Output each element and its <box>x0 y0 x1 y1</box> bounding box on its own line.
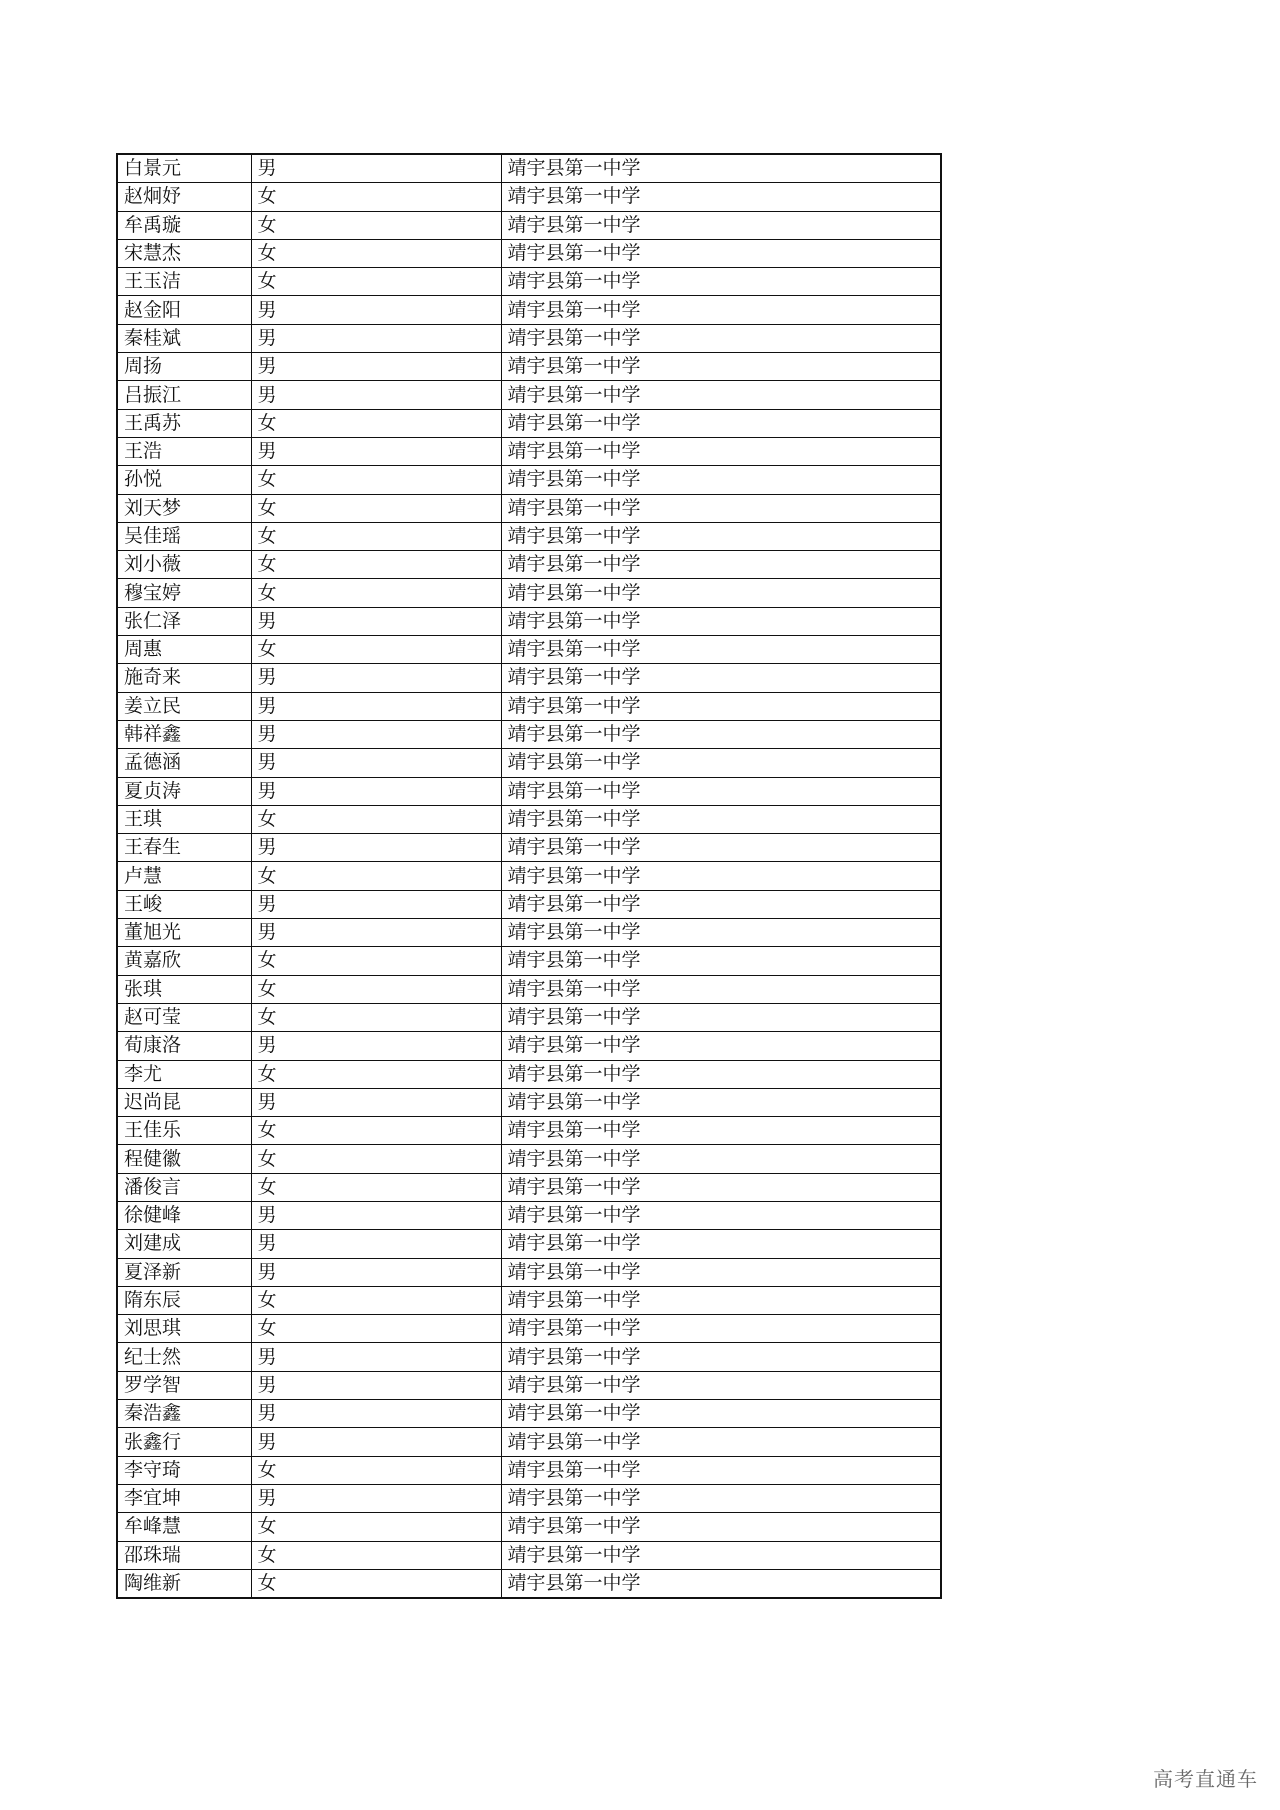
table-row <box>117 1456 941 1484</box>
student-name-cell: 程健徽 <box>117 1145 251 1173</box>
table-row <box>117 437 941 465</box>
table-row <box>117 1315 941 1343</box>
school-cell: 靖宇县第一中学 <box>501 1400 941 1428</box>
table-row <box>117 1117 941 1145</box>
gender-cell: 男 <box>251 296 501 324</box>
school-cell: 靖宇县第一中学 <box>501 834 941 862</box>
school-cell: 靖宇县第一中学 <box>501 1258 941 1286</box>
school-cell: 靖宇县第一中学 <box>501 466 941 494</box>
student-name-cell: 纪士然 <box>117 1343 251 1371</box>
school-cell: 靖宇县第一中学 <box>501 1343 941 1371</box>
table-row <box>117 1569 941 1598</box>
school-cell: 靖宇县第一中学 <box>501 805 941 833</box>
school-cell: 靖宇县第一中学 <box>501 1315 941 1343</box>
student-name-cell: 徐健峰 <box>117 1201 251 1229</box>
gender-cell: 男 <box>251 664 501 692</box>
gender-cell: 男 <box>251 777 501 805</box>
school-cell: 靖宇县第一中学 <box>501 1201 941 1229</box>
school-cell: 靖宇县第一中学 <box>501 268 941 296</box>
gender-cell: 女 <box>251 805 501 833</box>
gender-cell: 男 <box>251 890 501 918</box>
gender-cell: 男 <box>251 1201 501 1229</box>
student-name-cell: 施奇来 <box>117 664 251 692</box>
school-cell: 靖宇县第一中学 <box>501 636 941 664</box>
gender-cell: 女 <box>251 211 501 239</box>
school-cell: 靖宇县第一中学 <box>501 1569 941 1598</box>
school-cell: 靖宇县第一中学 <box>501 749 941 777</box>
table-row <box>117 268 941 296</box>
student-name-cell: 罗学智 <box>117 1371 251 1399</box>
gender-cell: 女 <box>251 409 501 437</box>
table-row <box>117 1145 941 1173</box>
school-cell: 靖宇县第一中学 <box>501 890 941 918</box>
gender-cell: 男 <box>251 1371 501 1399</box>
gender-cell: 女 <box>251 551 501 579</box>
school-cell: 靖宇县第一中学 <box>501 1088 941 1116</box>
school-cell: 靖宇县第一中学 <box>501 494 941 522</box>
student-name-cell: 牟峰慧 <box>117 1513 251 1541</box>
school-cell: 靖宇县第一中学 <box>501 1032 941 1060</box>
gender-cell: 男 <box>251 1400 501 1428</box>
table-row <box>117 466 941 494</box>
student-name-cell: 邵珠瑞 <box>117 1541 251 1569</box>
table-row <box>117 777 941 805</box>
school-cell: 靖宇县第一中学 <box>501 1003 941 1031</box>
gender-cell: 男 <box>251 1258 501 1286</box>
gender-cell: 女 <box>251 466 501 494</box>
school-cell: 靖宇县第一中学 <box>501 353 941 381</box>
table-row <box>117 975 941 1003</box>
school-cell: 靖宇县第一中学 <box>501 551 941 579</box>
gender-cell: 女 <box>251 1315 501 1343</box>
gender-cell: 女 <box>251 975 501 1003</box>
school-cell: 靖宇县第一中学 <box>501 862 941 890</box>
table-row <box>117 749 941 777</box>
table-row <box>117 1343 941 1371</box>
student-name-cell: 黄嘉欣 <box>117 947 251 975</box>
student-name-cell: 潘俊言 <box>117 1173 251 1201</box>
student-name-cell: 李尤 <box>117 1060 251 1088</box>
student-name-cell: 李守琦 <box>117 1456 251 1484</box>
student-name-cell: 牟禹璇 <box>117 211 251 239</box>
student-name-cell: 王春生 <box>117 834 251 862</box>
gender-cell: 男 <box>251 749 501 777</box>
school-cell: 靖宇县第一中学 <box>501 975 941 1003</box>
school-cell: 靖宇县第一中学 <box>501 409 941 437</box>
student-name-cell: 张仁泽 <box>117 607 251 635</box>
gender-cell: 女 <box>251 636 501 664</box>
table-row <box>117 1201 941 1229</box>
gender-cell: 男 <box>251 692 501 720</box>
student-name-cell: 王浩 <box>117 437 251 465</box>
student-list-table <box>116 153 942 1599</box>
table-row <box>117 353 941 381</box>
gender-cell: 女 <box>251 1456 501 1484</box>
table-row <box>117 692 941 720</box>
table-row <box>117 607 941 635</box>
table-row <box>117 834 941 862</box>
table-row <box>117 494 941 522</box>
gender-cell: 男 <box>251 154 501 183</box>
gender-cell: 男 <box>251 324 501 352</box>
table-row <box>117 1541 941 1569</box>
student-name-cell: 隋东辰 <box>117 1286 251 1314</box>
school-cell: 靖宇县第一中学 <box>501 607 941 635</box>
student-name-cell: 王峻 <box>117 890 251 918</box>
gender-cell: 女 <box>251 1003 501 1031</box>
table-row <box>117 720 941 748</box>
student-name-cell: 夏泽新 <box>117 1258 251 1286</box>
gender-cell: 男 <box>251 720 501 748</box>
student-name-cell: 秦桂斌 <box>117 324 251 352</box>
school-cell: 靖宇县第一中学 <box>501 211 941 239</box>
school-cell: 靖宇县第一中学 <box>501 1117 941 1145</box>
table-row <box>117 664 941 692</box>
table-row <box>117 381 941 409</box>
school-cell: 靖宇县第一中学 <box>501 919 941 947</box>
school-cell: 靖宇县第一中学 <box>501 579 941 607</box>
gender-cell: 女 <box>251 1513 501 1541</box>
gender-cell: 男 <box>251 381 501 409</box>
student-name-cell: 刘天梦 <box>117 494 251 522</box>
student-name-cell: 周扬 <box>117 353 251 381</box>
student-name-cell: 孟德涵 <box>117 749 251 777</box>
school-cell: 靖宇县第一中学 <box>501 1371 941 1399</box>
student-name-cell: 周惠 <box>117 636 251 664</box>
table-row <box>117 1258 941 1286</box>
table-row <box>117 919 941 947</box>
gender-cell: 女 <box>251 1060 501 1088</box>
student-name-cell: 宋慧杰 <box>117 239 251 267</box>
school-cell: 靖宇县第一中学 <box>501 1513 941 1541</box>
student-name-cell: 卢慧 <box>117 862 251 890</box>
school-cell: 靖宇县第一中学 <box>501 947 941 975</box>
table-row <box>117 551 941 579</box>
student-name-cell: 王玉洁 <box>117 268 251 296</box>
table-row <box>117 862 941 890</box>
student-name-cell: 韩祥鑫 <box>117 720 251 748</box>
student-name-cell: 赵金阳 <box>117 296 251 324</box>
gender-cell: 男 <box>251 1428 501 1456</box>
student-name-cell: 刘建成 <box>117 1230 251 1258</box>
school-cell: 靖宇县第一中学 <box>501 154 941 183</box>
student-name-cell: 迟尚昆 <box>117 1088 251 1116</box>
table-row <box>117 1088 941 1116</box>
table-row <box>117 1286 941 1314</box>
school-cell: 靖宇县第一中学 <box>501 239 941 267</box>
student-name-cell: 吕振江 <box>117 381 251 409</box>
table-row <box>117 324 941 352</box>
table-row <box>117 947 941 975</box>
school-cell: 靖宇县第一中学 <box>501 1428 941 1456</box>
gender-cell: 男 <box>251 1343 501 1371</box>
table-row <box>117 579 941 607</box>
table-row <box>117 1173 941 1201</box>
gender-cell: 男 <box>251 1230 501 1258</box>
student-name-cell: 王佳乐 <box>117 1117 251 1145</box>
table-row <box>117 239 941 267</box>
school-cell: 靖宇县第一中学 <box>501 777 941 805</box>
gender-cell: 女 <box>251 1173 501 1201</box>
gender-cell: 男 <box>251 353 501 381</box>
school-cell: 靖宇县第一中学 <box>501 296 941 324</box>
student-name-cell: 秦浩鑫 <box>117 1400 251 1428</box>
table-row <box>117 1513 941 1541</box>
student-name-cell: 吴佳瑶 <box>117 522 251 550</box>
student-name-cell: 刘思琪 <box>117 1315 251 1343</box>
student-name-cell: 陶维新 <box>117 1569 251 1598</box>
student-name-cell: 赵可莹 <box>117 1003 251 1031</box>
table-row <box>117 211 941 239</box>
table-row <box>117 1032 941 1060</box>
gender-cell: 男 <box>251 1032 501 1060</box>
school-cell: 靖宇县第一中学 <box>501 1173 941 1201</box>
gender-cell: 女 <box>251 947 501 975</box>
school-cell: 靖宇县第一中学 <box>501 1456 941 1484</box>
student-name-cell: 赵炯妤 <box>117 183 251 211</box>
table-row <box>117 1003 941 1031</box>
table-row <box>117 636 941 664</box>
school-cell: 靖宇县第一中学 <box>501 692 941 720</box>
school-cell: 靖宇县第一中学 <box>501 1145 941 1173</box>
student-list-body <box>117 154 941 1598</box>
gender-cell: 女 <box>251 1569 501 1598</box>
table-row <box>117 1371 941 1399</box>
school-cell: 靖宇县第一中学 <box>501 1541 941 1569</box>
gender-cell: 男 <box>251 919 501 947</box>
table-row <box>117 522 941 550</box>
student-name-cell: 李宜坤 <box>117 1484 251 1512</box>
student-name-cell: 董旭光 <box>117 919 251 947</box>
table-row <box>117 1230 941 1258</box>
gender-cell: 女 <box>251 522 501 550</box>
student-name-cell: 刘小薇 <box>117 551 251 579</box>
table-row <box>117 409 941 437</box>
student-name-cell: 王禹苏 <box>117 409 251 437</box>
gender-cell: 女 <box>251 1541 501 1569</box>
school-cell: 靖宇县第一中学 <box>501 324 941 352</box>
table-row <box>117 890 941 918</box>
student-name-cell: 白景元 <box>117 154 251 183</box>
school-cell: 靖宇县第一中学 <box>501 437 941 465</box>
gender-cell: 男 <box>251 1484 501 1512</box>
student-name-cell: 张琪 <box>117 975 251 1003</box>
gender-cell: 男 <box>251 607 501 635</box>
table-row <box>117 1428 941 1456</box>
gender-cell: 女 <box>251 268 501 296</box>
gender-cell: 女 <box>251 494 501 522</box>
table-row <box>117 1484 941 1512</box>
student-name-cell: 孙悦 <box>117 466 251 494</box>
school-cell: 靖宇县第一中学 <box>501 1484 941 1512</box>
school-cell: 靖宇县第一中学 <box>501 1230 941 1258</box>
table-row <box>117 296 941 324</box>
table-row <box>117 183 941 211</box>
school-cell: 靖宇县第一中学 <box>501 522 941 550</box>
gender-cell: 女 <box>251 1117 501 1145</box>
student-name-cell: 张鑫行 <box>117 1428 251 1456</box>
gender-cell: 女 <box>251 862 501 890</box>
gender-cell: 女 <box>251 1286 501 1314</box>
student-name-cell: 姜立民 <box>117 692 251 720</box>
gender-cell: 女 <box>251 183 501 211</box>
school-cell: 靖宇县第一中学 <box>501 1286 941 1314</box>
gender-cell: 男 <box>251 1088 501 1116</box>
gender-cell: 女 <box>251 239 501 267</box>
gender-cell: 男 <box>251 437 501 465</box>
table-row <box>117 1400 941 1428</box>
gender-cell: 女 <box>251 579 501 607</box>
table-row <box>117 805 941 833</box>
student-name-cell: 穆宝婷 <box>117 579 251 607</box>
table-row <box>117 1060 941 1088</box>
school-cell: 靖宇县第一中学 <box>501 381 941 409</box>
school-cell: 靖宇县第一中学 <box>501 664 941 692</box>
watermark-text: 高考直通车 <box>1153 1767 1258 1791</box>
school-cell: 靖宇县第一中学 <box>501 183 941 211</box>
gender-cell: 女 <box>251 1145 501 1173</box>
school-cell: 靖宇县第一中学 <box>501 1060 941 1088</box>
student-name-cell: 荀康洛 <box>117 1032 251 1060</box>
school-cell: 靖宇县第一中学 <box>501 720 941 748</box>
student-name-cell: 夏贞涛 <box>117 777 251 805</box>
table-row <box>117 154 941 183</box>
gender-cell: 男 <box>251 834 501 862</box>
student-name-cell: 王琪 <box>117 805 251 833</box>
